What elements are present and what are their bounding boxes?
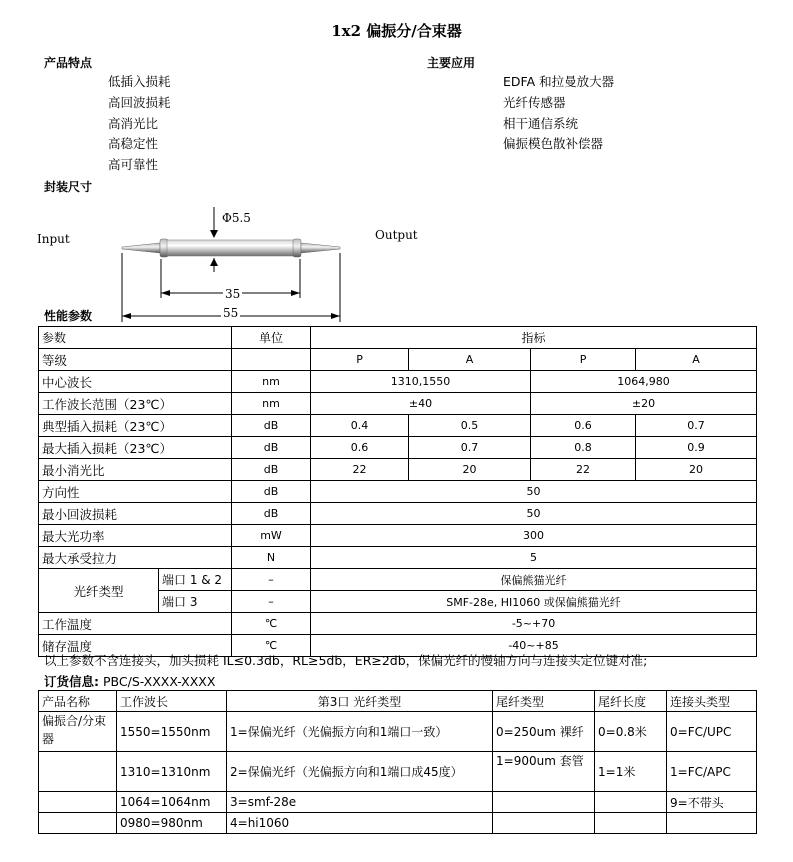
- table-row: [39, 437, 757, 459]
- param-value: 5: [311, 547, 757, 569]
- param-name: 中心波长: [39, 371, 232, 393]
- features-heading: 产品特点: [44, 56, 93, 70]
- param-unit: dB: [232, 481, 311, 503]
- device-body: [167, 240, 294, 256]
- order-cell: [595, 792, 667, 813]
- order-heading: 订货信息:: [44, 674, 99, 689]
- param-name: 最大承受拉力: [39, 547, 232, 569]
- param-name: 储存温度: [39, 635, 232, 657]
- table-row: [39, 415, 757, 437]
- param-value: SMF-28e, HI1060 或保偏熊猫光纤: [311, 591, 757, 613]
- dimension-55: 55: [223, 306, 239, 320]
- dim55-arrow-right: [331, 313, 340, 319]
- fiber-type-label: 光纤类型: [39, 569, 159, 613]
- package-drawing: [0, 0, 793, 330]
- order-cell: [39, 813, 117, 834]
- col-param-header: 参数: [39, 327, 232, 349]
- grade-cell: A: [636, 349, 757, 371]
- param-value: 20: [636, 459, 757, 481]
- param-name: 最小消光比: [39, 459, 232, 481]
- order-header: 连接头类型: [667, 691, 757, 712]
- param-unit: dB: [232, 459, 311, 481]
- input-label: Input: [37, 232, 70, 246]
- application-item: EDFA 和拉曼放大器: [503, 74, 615, 89]
- right-fiber: [301, 243, 340, 253]
- order-cell: 1064=1064nm: [117, 792, 227, 813]
- order-cell: 4=hi1060: [227, 813, 493, 834]
- order-cell: 偏振合/分束器: [39, 712, 117, 752]
- order-code: PBC/S-XXXX-XXXX: [102, 674, 216, 689]
- table-row: [39, 752, 757, 792]
- order-header: 工作波长: [117, 691, 227, 712]
- application-item: 相干通信系统: [503, 115, 579, 131]
- order-cell: 0980=980nm: [117, 813, 227, 834]
- order-cell: 0=250um 裸纤: [493, 712, 595, 752]
- param-value: ±20: [531, 393, 757, 415]
- order-cell: 1=1米: [595, 752, 667, 792]
- order-table: [38, 690, 757, 834]
- grade-cell: A: [409, 349, 531, 371]
- order-cell: [39, 752, 117, 792]
- left-fiber: [122, 243, 160, 253]
- param-name: 方向性: [39, 481, 232, 503]
- col-unit-header: 单位: [232, 327, 311, 349]
- feature-item: 高稳定性: [108, 136, 159, 152]
- dim55-arrow-left: [122, 313, 131, 319]
- param-value: ±40: [311, 393, 531, 415]
- param-value: 0.7: [636, 415, 757, 437]
- grade-cell: P: [311, 349, 409, 371]
- order-cell: 3=smf-28e: [227, 792, 493, 813]
- table-row: [39, 327, 757, 349]
- table-row: [39, 613, 757, 635]
- port3-label: 端口 3: [159, 591, 232, 613]
- order-cell: 1310=1310nm: [117, 752, 227, 792]
- order-cell: 1=900um 套管: [493, 752, 595, 792]
- param-value: 保偏熊猫光纤: [311, 569, 757, 591]
- order-header: 第3口 光纤类型: [227, 691, 493, 712]
- param-value: 0.6: [311, 437, 409, 459]
- param-name: 最小回波损耗: [39, 503, 232, 525]
- performance-note: 以上参数不含连接头，加头损耗 IL≤0.3db，RL≥5db，ER≥2db，保偏光纤的慢轴方向与连接头定位键对准;: [44, 653, 648, 668]
- order-cell: 1=保偏光纤（光偏振方向和1端口一致）: [227, 712, 493, 752]
- dim35-arrow-right: [291, 290, 300, 296]
- param-value: 0.5: [409, 415, 531, 437]
- order-header: 尾纤长度: [595, 691, 667, 712]
- order-cell: 1=FC/APC: [667, 752, 757, 792]
- param-value: 22: [531, 459, 636, 481]
- order-cell: 0=0.8米: [595, 712, 667, 752]
- feature-item: 高消光比: [108, 115, 159, 131]
- diameter-arrow-bottom: [210, 258, 218, 266]
- applications-heading: 主要应用: [427, 56, 476, 70]
- performance-table: [38, 326, 757, 657]
- table-row: [39, 712, 757, 752]
- grade-label: 等级: [39, 349, 232, 371]
- right-cap: [293, 239, 301, 257]
- order-cell: 0=FC/UPC: [667, 712, 757, 752]
- param-unit: nm: [232, 393, 311, 415]
- feature-item: 高回波损耗: [108, 94, 171, 110]
- param-value: 0.7: [409, 437, 531, 459]
- param-unit: dB: [232, 437, 311, 459]
- param-value: 20: [409, 459, 531, 481]
- table-row: [39, 569, 757, 591]
- param-value: 1064,980: [531, 371, 757, 393]
- order-cell: [595, 813, 667, 834]
- order-cell: 9=不带头: [667, 792, 757, 813]
- param-unit: ℃: [232, 613, 311, 635]
- param-value: 50: [311, 503, 757, 525]
- feature-item: 低插入损耗: [108, 74, 171, 89]
- param-name: 工作波长范围（23℃）: [39, 393, 232, 415]
- param-unit: N: [232, 547, 311, 569]
- table-row: [39, 813, 757, 834]
- param-name: 典型插入损耗（23℃）: [39, 415, 232, 437]
- param-value: 0.8: [531, 437, 636, 459]
- param-value: -5~+70: [311, 613, 757, 635]
- param-value: 1310,1550: [311, 371, 531, 393]
- table-row: [39, 393, 757, 415]
- dim35-arrow-left: [161, 290, 170, 296]
- table-row: [39, 691, 757, 712]
- performance-heading: 性能参数: [44, 309, 93, 323]
- table-row: [39, 525, 757, 547]
- param-value: -40~+85: [311, 635, 757, 657]
- order-cell: [493, 792, 595, 813]
- param-unit: –: [232, 591, 311, 613]
- table-row: [39, 503, 757, 525]
- order-cell: [39, 792, 117, 813]
- table-row: [39, 792, 757, 813]
- dimension-35: 35: [225, 287, 241, 301]
- param-value: 22: [311, 459, 409, 481]
- param-unit: nm: [232, 371, 311, 393]
- param-name: 最大光功率: [39, 525, 232, 547]
- param-unit: dB: [232, 415, 311, 437]
- param-unit: mW: [232, 525, 311, 547]
- order-heading-line: [44, 672, 215, 690]
- application-item: 偏振模色散补偿器: [503, 136, 604, 152]
- table-row: [39, 459, 757, 481]
- order-cell: [493, 813, 595, 834]
- diameter-arrow-top: [210, 230, 218, 238]
- page-title: 1x2 偏振分/合束器: [331, 22, 462, 40]
- order-header: 尾纤类型: [493, 691, 595, 712]
- table-row: [39, 349, 757, 371]
- diameter-label: Φ5.5: [222, 211, 251, 225]
- param-unit: –: [232, 569, 311, 591]
- port12-label: 端口 1 & 2: [159, 569, 232, 591]
- table-row: [39, 547, 757, 569]
- param-value: 0.6: [531, 415, 636, 437]
- order-header: 产品名称: [39, 691, 117, 712]
- param-name: 工作温度: [39, 613, 232, 635]
- application-item: 光纤传感器: [503, 94, 566, 110]
- order-cell: [667, 813, 757, 834]
- grade-cell: P: [531, 349, 636, 371]
- param-value: 300: [311, 525, 757, 547]
- param-unit: ℃: [232, 635, 311, 657]
- table-row: [39, 481, 757, 503]
- package-heading: 封装尺寸: [44, 180, 93, 194]
- param-value: 50: [311, 481, 757, 503]
- table-row: [39, 371, 757, 393]
- col-spec-header: 指标: [311, 327, 757, 349]
- param-unit: dB: [232, 503, 311, 525]
- param-value: 0.4: [311, 415, 409, 437]
- param-name: 最大插入损耗（23℃）: [39, 437, 232, 459]
- order-cell: 1550=1550nm: [117, 712, 227, 752]
- feature-item: 高可靠性: [108, 157, 159, 173]
- output-label: Output: [375, 228, 418, 242]
- param-value: 0.9: [636, 437, 757, 459]
- order-cell: 2=保偏光纤（光偏振方向和1端口成45度）: [227, 752, 493, 792]
